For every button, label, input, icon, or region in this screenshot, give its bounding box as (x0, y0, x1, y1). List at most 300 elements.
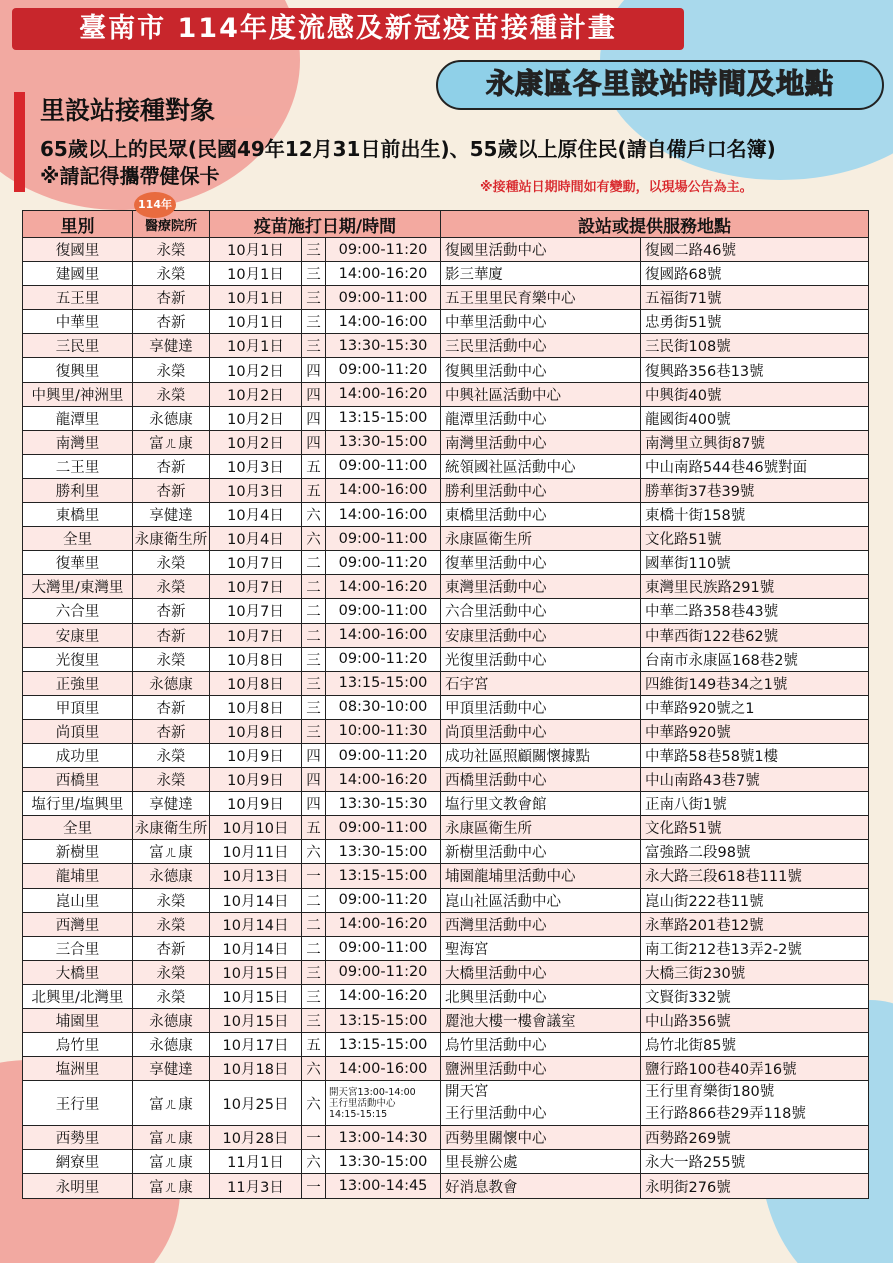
weekday-cell: 四 (302, 358, 326, 382)
header-datetime: 疫苗施打日期/時間 (210, 211, 441, 238)
weekday-cell: 六 (302, 527, 326, 551)
time-cell: 14:00-16:20 (326, 382, 441, 406)
address-cell: 台南市永康區168巷2號 (641, 647, 869, 671)
time-cell: 09:00-11:00 (326, 286, 441, 310)
time-cell: 09:00-11:00 (326, 454, 441, 478)
venue-cell: 安康里活動中心 (441, 623, 641, 647)
date-cell: 10月2日 (210, 430, 302, 454)
time-cell: 09:00-11:20 (326, 888, 441, 912)
date-cell: 11月3日 (210, 1174, 302, 1198)
weekday-cell: 三 (302, 671, 326, 695)
village-cell: 全里 (23, 816, 133, 840)
date-cell: 10月14日 (210, 912, 302, 936)
address-cell: 中山路356號 (641, 1009, 869, 1033)
clinic-cell: 永榮 (133, 382, 210, 406)
weekday-cell: 二 (302, 936, 326, 960)
target-heading: 里設站接種對象 (40, 96, 216, 125)
time-cell: 14:00-16:00 (326, 310, 441, 334)
address-cell: 中興街40號 (641, 382, 869, 406)
village-cell: 建國里 (23, 262, 133, 286)
village-cell: 王行里 (23, 1081, 133, 1126)
address-cell: 永大路三段618巷111號 (641, 864, 869, 888)
address-cell: 四維街149巷34之1號 (641, 671, 869, 695)
date-cell: 10月28日 (210, 1126, 302, 1150)
clinic-cell: 富ㄦ康 (133, 1081, 210, 1126)
address-cell: 文化路51號 (641, 527, 869, 551)
date-cell: 10月7日 (210, 623, 302, 647)
header-village: 里別 (23, 211, 133, 238)
clinic-cell: 杏新 (133, 719, 210, 743)
venue-cell: 五王里里民育樂中心 (441, 286, 641, 310)
venue-cell: 好消息教會 (441, 1174, 641, 1198)
venue-cell: 六合里活動中心 (441, 599, 641, 623)
clinic-cell: 杏新 (133, 478, 210, 502)
weekday-cell: 四 (302, 382, 326, 406)
venue-line: 開天宮 (445, 1084, 489, 1101)
address-cell: 復興路356巷13號 (641, 358, 869, 382)
address-cell: 永大一路255號 (641, 1150, 869, 1174)
clinic-cell: 永榮 (133, 551, 210, 575)
clinic-cell: 永康衛生所 (133, 527, 210, 551)
address-cell: 富強路二段98號 (641, 840, 869, 864)
weekday-cell: 三 (302, 238, 326, 262)
clinic-cell: 杏新 (133, 454, 210, 478)
address-cell: 南工街212巷13弄2-2號 (641, 936, 869, 960)
table-row (23, 743, 869, 767)
venue-cell: 勝利里活動中心 (441, 478, 641, 502)
date-cell: 10月9日 (210, 768, 302, 792)
address-cell: 烏竹北街85號 (641, 1033, 869, 1057)
address-line: 王行里育樂街180號 (645, 1084, 775, 1101)
village-cell: 尚頂里 (23, 719, 133, 743)
address-cell: 東灣里民族路291號 (641, 575, 869, 599)
weekday-cell: 二 (302, 599, 326, 623)
date-cell: 10月4日 (210, 503, 302, 527)
weekday-cell: 四 (302, 430, 326, 454)
time-cell: 14:00-16:00 (326, 1057, 441, 1081)
date-cell: 10月7日 (210, 551, 302, 575)
table-row (23, 1033, 869, 1057)
venue-cell: 西橋里活動中心 (441, 768, 641, 792)
address-line: 王行路866巷29弄118號 (645, 1106, 806, 1123)
venue-cell: 三民里活動中心 (441, 334, 641, 358)
time-cell: 14:00-16:20 (326, 262, 441, 286)
time-cell: 13:30-15:30 (326, 334, 441, 358)
address-cell: 文賢街332號 (641, 984, 869, 1008)
clinic-cell: 永德康 (133, 1009, 210, 1033)
time-cell: 13:15-15:00 (326, 406, 441, 430)
time-cell: 14:00-16:20 (326, 768, 441, 792)
section-accent-bar (14, 92, 25, 192)
time-cell: 13:15-15:00 (326, 864, 441, 888)
table-row (23, 503, 869, 527)
venue-cell: 大橋里活動中心 (441, 960, 641, 984)
village-cell: 三合里 (23, 936, 133, 960)
venue-cell: 復華里活動中心 (441, 551, 641, 575)
address-cell: 永華路201巷12號 (641, 912, 869, 936)
table-row (23, 406, 869, 430)
table-row (23, 358, 869, 382)
village-cell: 正強里 (23, 671, 133, 695)
village-cell: 網寮里 (23, 1150, 133, 1174)
date-cell: 10月9日 (210, 792, 302, 816)
table-row (23, 768, 869, 792)
venue-cell: 龍潭里活動中心 (441, 406, 641, 430)
time-cell: 13:15-15:00 (326, 1033, 441, 1057)
table-row (23, 551, 869, 575)
time-line: 王行里活動中心 (329, 1097, 396, 1109)
venue-cell: 成功社區照顧關懷據點 (441, 743, 641, 767)
time-cell: 13:00-14:45 (326, 1174, 441, 1198)
address-cell: 南灣里立興街87號 (641, 430, 869, 454)
clinic-cell: 永榮 (133, 238, 210, 262)
address-cell: 西勢路269號 (641, 1126, 869, 1150)
address-cell: 忠勇街51號 (641, 310, 869, 334)
weekday-cell: 三 (302, 647, 326, 671)
weekday-cell: 六 (302, 1150, 326, 1174)
time-cell: 13:30-15:30 (326, 792, 441, 816)
date-cell: 10月18日 (210, 1057, 302, 1081)
address-cell: 中華路58巷58號1樓 (641, 743, 869, 767)
table-row (23, 623, 869, 647)
weekday-cell: 三 (302, 695, 326, 719)
date-cell: 10月1日 (210, 238, 302, 262)
weekday-cell: 五 (302, 1033, 326, 1057)
venue-cell: 鹽洲里活動中心 (441, 1057, 641, 1081)
clinic-cell: 享健達 (133, 334, 210, 358)
time-cell: 14:00-16:00 (326, 623, 441, 647)
clinic-cell: 享健達 (133, 792, 210, 816)
clinic-cell: 杏新 (133, 623, 210, 647)
time-cell: 10:00-11:30 (326, 719, 441, 743)
date-cell: 10月15日 (210, 960, 302, 984)
table-row (23, 238, 869, 262)
weekday-cell: 二 (302, 623, 326, 647)
weekday-cell: 一 (302, 1174, 326, 1198)
date-cell: 10月11日 (210, 840, 302, 864)
date-cell: 10月8日 (210, 695, 302, 719)
table-row (23, 262, 869, 286)
clinic-cell: 杏新 (133, 599, 210, 623)
date-cell: 10月4日 (210, 527, 302, 551)
weekday-cell: 四 (302, 792, 326, 816)
time-cell: 09:00-11:20 (326, 743, 441, 767)
time-cell: 09:00-11:00 (326, 599, 441, 623)
village-cell: 塩行里/塩興里 (23, 792, 133, 816)
clinic-cell: 富ㄦ康 (133, 430, 210, 454)
date-cell: 10月8日 (210, 647, 302, 671)
date-cell: 10月14日 (210, 888, 302, 912)
clinic-cell: 永德康 (133, 406, 210, 430)
date-cell: 10月1日 (210, 334, 302, 358)
venue-cell: 埔園龍埔里活動中心 (441, 864, 641, 888)
weekday-cell: 五 (302, 816, 326, 840)
date-cell: 10月2日 (210, 358, 302, 382)
weekday-cell: 六 (302, 1081, 326, 1126)
clinic-cell: 永榮 (133, 743, 210, 767)
date-cell: 10月1日 (210, 286, 302, 310)
clinic-cell: 永榮 (133, 575, 210, 599)
date-cell: 10月7日 (210, 575, 302, 599)
date-cell: 10月1日 (210, 310, 302, 334)
village-cell: 西灣里 (23, 912, 133, 936)
clinic-cell: 享健達 (133, 503, 210, 527)
weekday-cell: 三 (302, 286, 326, 310)
clinic-cell: 永榮 (133, 647, 210, 671)
change-notice: ※接種站日期時間如有變動，以現場公告為主。 (480, 180, 753, 195)
clinic-cell: 永榮 (133, 262, 210, 286)
venue-cell: 南灣里活動中心 (441, 430, 641, 454)
clinic-cell: 杏新 (133, 936, 210, 960)
table-row (23, 719, 869, 743)
village-cell: 復興里 (23, 358, 133, 382)
village-cell: 成功里 (23, 743, 133, 767)
table-row (23, 647, 869, 671)
target-eligibility: 65歲以上的民眾(民國49年12月31日前出生)、55歲以上原住民(請自備戶口名簿) (40, 137, 776, 161)
village-cell: 安康里 (23, 623, 133, 647)
clinic-cell: 杏新 (133, 310, 210, 334)
table-row (23, 1126, 869, 1150)
clinic-cell: 享健達 (133, 1057, 210, 1081)
table-row (23, 1009, 869, 1033)
year-badge-label: 114年 (138, 198, 172, 211)
venue-cell: 里長辦公處 (441, 1150, 641, 1174)
date-cell: 11月1日 (210, 1150, 302, 1174)
date-cell: 10月2日 (210, 406, 302, 430)
village-cell: 五王里 (23, 286, 133, 310)
time-cell: 13:15-15:00 (326, 1009, 441, 1033)
village-cell: 西勢里 (23, 1126, 133, 1150)
address-cell: 中華路920號之1 (641, 695, 869, 719)
table-row (23, 912, 869, 936)
date-cell: 10月25日 (210, 1081, 302, 1126)
clinic-cell: 永德康 (133, 671, 210, 695)
time-cell: 14:00-16:20 (326, 912, 441, 936)
clinic-cell: 永榮 (133, 984, 210, 1008)
weekday-cell: 五 (302, 454, 326, 478)
page-title: 臺南市 114年度流感及新冠疫苗接種計畫 (79, 13, 617, 44)
time-cell: 09:00-11:00 (326, 527, 441, 551)
table-row (23, 478, 869, 502)
time-cell: 14:00-16:20 (326, 984, 441, 1008)
venue-cell: 北興里活動中心 (441, 984, 641, 1008)
table-row (23, 599, 869, 623)
table-row (23, 430, 869, 454)
table-row (23, 960, 869, 984)
table-row (23, 816, 869, 840)
time-cell (326, 1081, 441, 1126)
time-cell: 09:00-11:20 (326, 960, 441, 984)
address-cell: 勝華街37巷39號 (641, 478, 869, 502)
village-cell: 永明里 (23, 1174, 133, 1198)
weekday-cell: 二 (302, 551, 326, 575)
schedule-table (22, 210, 869, 1199)
date-cell: 10月3日 (210, 478, 302, 502)
time-cell: 09:00-11:20 (326, 358, 441, 382)
village-cell: 埔園里 (23, 1009, 133, 1033)
table-row (23, 454, 869, 478)
venue-cell: 光復里活動中心 (441, 647, 641, 671)
weekday-cell: 五 (302, 478, 326, 502)
venue-cell: 石宇宮 (441, 671, 641, 695)
venue-cell: 新樹里活動中心 (441, 840, 641, 864)
time-cell: 13:30-15:00 (326, 840, 441, 864)
table-row (23, 888, 869, 912)
table-row (23, 984, 869, 1008)
village-cell: 新樹里 (23, 840, 133, 864)
weekday-cell: 一 (302, 864, 326, 888)
table-row (23, 695, 869, 719)
village-cell: 崑山里 (23, 888, 133, 912)
clinic-cell: 富ㄦ康 (133, 1150, 210, 1174)
time-cell: 09:00-11:00 (326, 936, 441, 960)
address-cell: 中華二路358巷43號 (641, 599, 869, 623)
table-row (23, 792, 869, 816)
time-cell: 13:15-15:00 (326, 671, 441, 695)
table-body (23, 238, 869, 1199)
time-cell: 14:00-16:20 (326, 575, 441, 599)
date-cell: 10月10日 (210, 816, 302, 840)
time-cell: 13:30-15:00 (326, 430, 441, 454)
time-line: 開天宮13:00-14:00 (329, 1086, 416, 1098)
village-cell: 大橋里 (23, 960, 133, 984)
date-cell: 10月13日 (210, 864, 302, 888)
address-cell: 東橋十街158號 (641, 503, 869, 527)
weekday-cell: 六 (302, 840, 326, 864)
address-cell: 中山南路544巷46號對面 (641, 454, 869, 478)
weekday-cell: 三 (302, 310, 326, 334)
date-cell: 10月7日 (210, 599, 302, 623)
address-cell: 五福街71號 (641, 286, 869, 310)
date-cell: 10月15日 (210, 1009, 302, 1033)
time-cell: 09:00-11:20 (326, 238, 441, 262)
address-cell: 永明街276號 (641, 1174, 869, 1198)
time-cell: 09:00-11:20 (326, 647, 441, 671)
village-cell: 六合里 (23, 599, 133, 623)
venue-cell: 麗池大樓一樓會議室 (441, 1009, 641, 1033)
village-cell: 龍埔里 (23, 864, 133, 888)
date-cell: 10月8日 (210, 671, 302, 695)
clinic-cell: 永德康 (133, 1033, 210, 1057)
address-cell (641, 1081, 869, 1126)
date-cell: 10月8日 (210, 719, 302, 743)
table-row (23, 1174, 869, 1198)
village-cell: 復華里 (23, 551, 133, 575)
venue-cell: 統領國社區活動中心 (441, 454, 641, 478)
address-cell: 國華街110號 (641, 551, 869, 575)
address-cell: 崑山街222巷11號 (641, 888, 869, 912)
clinic-cell: 永榮 (133, 960, 210, 984)
weekday-cell: 三 (302, 984, 326, 1008)
address-cell: 中華路920號 (641, 719, 869, 743)
time-cell: 08:30-10:00 (326, 695, 441, 719)
address-cell: 中山南路43巷7號 (641, 768, 869, 792)
weekday-cell: 六 (302, 1057, 326, 1081)
table-row (23, 864, 869, 888)
table-row (23, 1150, 869, 1174)
address-cell: 復國二路46號 (641, 238, 869, 262)
venue-cell: 聖海宮 (441, 936, 641, 960)
venue-cell: 西勢里關懷中心 (441, 1126, 641, 1150)
clinic-cell: 杏新 (133, 695, 210, 719)
time-cell: 13:00-14:30 (326, 1126, 441, 1150)
weekday-cell: 四 (302, 768, 326, 792)
venue-cell: 崑山社區活動中心 (441, 888, 641, 912)
address-cell: 大橋三街230號 (641, 960, 869, 984)
address-cell: 龍國街400號 (641, 406, 869, 430)
venue-line: 王行里活動中心 (445, 1106, 547, 1123)
address-cell: 鹽行路100巷40弄16號 (641, 1057, 869, 1081)
village-cell: 光復里 (23, 647, 133, 671)
time-line: 14:15-15:15 (329, 1108, 388, 1120)
table-row (23, 840, 869, 864)
clinic-cell: 永榮 (133, 888, 210, 912)
weekday-cell: 二 (302, 575, 326, 599)
date-cell: 10月14日 (210, 936, 302, 960)
village-cell: 龍潭里 (23, 406, 133, 430)
clinic-cell: 永榮 (133, 912, 210, 936)
date-cell: 10月17日 (210, 1033, 302, 1057)
venue-cell: 永康區衛生所 (441, 527, 641, 551)
time-cell: 09:00-11:20 (326, 551, 441, 575)
village-cell: 全里 (23, 527, 133, 551)
header-venue: 設站或提供服務地點 (441, 211, 869, 238)
village-cell: 三民里 (23, 334, 133, 358)
weekday-cell: 一 (302, 1126, 326, 1150)
address-cell: 三民街108號 (641, 334, 869, 358)
target-reminder: ※請記得攜帶健保卡 (40, 164, 220, 188)
venue-cell: 西灣里活動中心 (441, 912, 641, 936)
venue-cell: 中興社區活動中心 (441, 382, 641, 406)
village-cell: 南灣里 (23, 430, 133, 454)
date-cell: 10月2日 (210, 382, 302, 406)
table-row (23, 334, 869, 358)
clinic-cell: 永德康 (133, 864, 210, 888)
address-cell: 正南八街1號 (641, 792, 869, 816)
table-row (23, 382, 869, 406)
table-row (23, 671, 869, 695)
table-row (23, 1081, 869, 1126)
table-row (23, 527, 869, 551)
village-cell: 甲頂里 (23, 695, 133, 719)
village-cell: 二王里 (23, 454, 133, 478)
village-cell: 勝利里 (23, 478, 133, 502)
time-cell: 13:30-15:00 (326, 1150, 441, 1174)
venue-cell: 東橋里活動中心 (441, 503, 641, 527)
weekday-cell: 三 (302, 262, 326, 286)
weekday-cell: 二 (302, 912, 326, 936)
venue-cell: 塩行里文教會館 (441, 792, 641, 816)
venue-cell (441, 1081, 641, 1126)
venue-cell: 永康區衛生所 (441, 816, 641, 840)
address-cell: 復國路68號 (641, 262, 869, 286)
village-cell: 烏竹里 (23, 1033, 133, 1057)
clinic-cell: 杏新 (133, 286, 210, 310)
date-cell: 10月3日 (210, 454, 302, 478)
address-cell: 文化路51號 (641, 816, 869, 840)
village-cell: 大灣里/東灣里 (23, 575, 133, 599)
time-cell: 14:00-16:00 (326, 478, 441, 502)
venue-cell: 影三華廈 (441, 262, 641, 286)
venue-cell: 尚頂里活動中心 (441, 719, 641, 743)
village-cell: 中華里 (23, 310, 133, 334)
weekday-cell: 三 (302, 1009, 326, 1033)
date-cell: 10月9日 (210, 743, 302, 767)
venue-cell: 烏竹里活動中心 (441, 1033, 641, 1057)
time-cell: 09:00-11:00 (326, 816, 441, 840)
table-row (23, 286, 869, 310)
venue-cell: 甲頂里活動中心 (441, 695, 641, 719)
